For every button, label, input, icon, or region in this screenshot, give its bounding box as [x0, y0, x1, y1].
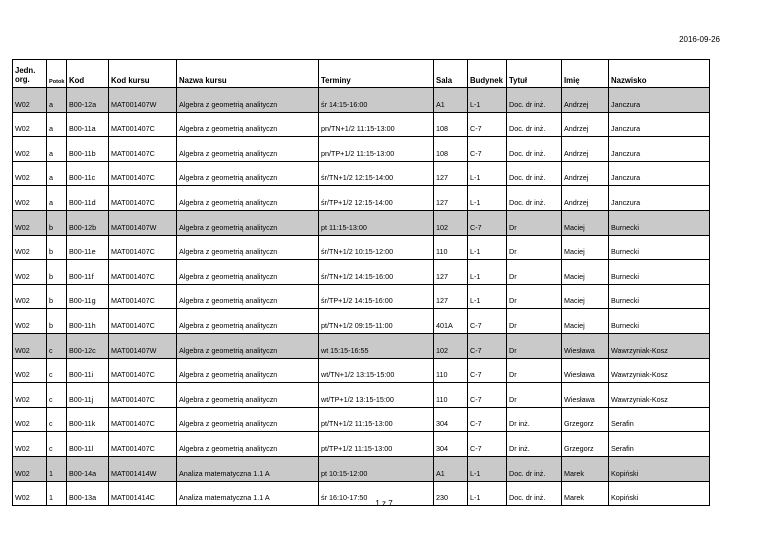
cell-nazwa-kursu: Algebra z geometrią analityczn — [177, 186, 319, 211]
cell-nazwa-kursu: Analiza matematyczna 1.1 A — [177, 456, 319, 481]
header-nazwa-kursu: Nazwa kursu — [177, 60, 319, 88]
cell-jedn-org: W02 — [13, 235, 47, 260]
cell-terminy: pt/TP+1/2 11:15-13:00 — [319, 432, 434, 457]
cell-kod: B00-12b — [67, 210, 109, 235]
table-row — [13, 88, 710, 113]
cell-kod: B00-11g — [67, 284, 109, 309]
cell-potok: a — [47, 137, 67, 162]
cell-sala: 304 — [434, 432, 468, 457]
table-row — [13, 260, 710, 285]
table-header-row — [13, 60, 710, 88]
cell-nazwa-kursu: Algebra z geometrią analityczn — [177, 210, 319, 235]
header-sala: Sala — [434, 60, 468, 88]
cell-nazwisko: Serafin — [609, 432, 710, 457]
header-budynek: Budynek — [468, 60, 507, 88]
cell-terminy: śr 14:15-16:00 — [319, 88, 434, 113]
cell-tytul: Doc. dr inż. — [507, 137, 562, 162]
cell-tytul: Dr — [507, 358, 562, 383]
cell-imie: Grzegorz — [562, 432, 609, 457]
table-row — [13, 112, 710, 137]
cell-kod: B00-11l — [67, 432, 109, 457]
cell-nazwa-kursu: Algebra z geometrią analityczn — [177, 383, 319, 408]
cell-terminy: śr/TP+1/2 14:15-16:00 — [319, 284, 434, 309]
cell-imie: Maciej — [562, 309, 609, 334]
cell-terminy: wt/TN+1/2 13:15-15:00 — [319, 358, 434, 383]
cell-tytul: Dr — [507, 235, 562, 260]
header-kod-kursu: Kod kursu — [109, 60, 177, 88]
cell-sala: A1 — [434, 88, 468, 113]
cell-tytul: Dr — [507, 284, 562, 309]
cell-jedn-org: W02 — [13, 210, 47, 235]
cell-kod-kursu: MAT001407C — [109, 235, 177, 260]
cell-imie: Maciej — [562, 235, 609, 260]
cell-kod: B00-11f — [67, 260, 109, 285]
header-nazwisko: Nazwisko — [609, 60, 710, 88]
cell-sala: 108 — [434, 137, 468, 162]
cell-tytul: Doc. dr inż. — [507, 456, 562, 481]
cell-kod: B00-11e — [67, 235, 109, 260]
cell-kod: B00-12c — [67, 333, 109, 358]
cell-tytul: Doc. dr inż. — [507, 186, 562, 211]
cell-budynek: C-7 — [468, 432, 507, 457]
cell-kod: B00-11j — [67, 383, 109, 408]
cell-imie: Grzegorz — [562, 407, 609, 432]
cell-kod: B00-11a — [67, 112, 109, 137]
table-row — [13, 333, 710, 358]
cell-sala: 102 — [434, 333, 468, 358]
cell-kod-kursu: MAT001414W — [109, 456, 177, 481]
cell-nazwa-kursu: Algebra z geometrią analityczn — [177, 358, 319, 383]
cell-nazwa-kursu: Algebra z geometrią analityczn — [177, 407, 319, 432]
cell-nazwisko: Wawrzyniak-Kosz — [609, 383, 710, 408]
cell-potok: a — [47, 186, 67, 211]
cell-kod-kursu: MAT001407C — [109, 186, 177, 211]
cell-imie: Maciej — [562, 260, 609, 285]
cell-nazwa-kursu: Algebra z geometrią analityczn — [177, 260, 319, 285]
cell-nazwisko: Janczura — [609, 161, 710, 186]
header-potok: Potok — [47, 60, 67, 88]
table-row — [13, 235, 710, 260]
cell-jedn-org: W02 — [13, 260, 47, 285]
cell-kod: B00-12a — [67, 88, 109, 113]
cell-jedn-org: W02 — [13, 481, 47, 506]
cell-kod-kursu: MAT001407C — [109, 137, 177, 162]
cell-kod-kursu: MAT001407C — [109, 284, 177, 309]
cell-budynek: C-7 — [468, 112, 507, 137]
cell-nazwisko: Burnecki — [609, 309, 710, 334]
table-row — [13, 186, 710, 211]
table-row — [13, 161, 710, 186]
cell-imie: Andrzej — [562, 186, 609, 211]
cell-nazwisko: Burnecki — [609, 284, 710, 309]
cell-jedn-org: W02 — [13, 309, 47, 334]
cell-potok: b — [47, 309, 67, 334]
table-row — [13, 309, 710, 334]
cell-budynek: C-7 — [468, 309, 507, 334]
cell-kod-kursu: MAT001407C — [109, 407, 177, 432]
cell-budynek: L-1 — [468, 284, 507, 309]
cell-terminy: śr/TN+1/2 10:15-12:00 — [319, 235, 434, 260]
header-tytul: Tytuł — [507, 60, 562, 88]
cell-budynek: L-1 — [468, 235, 507, 260]
course-schedule-table — [12, 59, 710, 506]
cell-terminy: śr 16:10-17:50 — [319, 481, 434, 506]
cell-nazwisko: Janczura — [609, 137, 710, 162]
header-terminy: Terminy — [319, 60, 434, 88]
cell-sala: 401A — [434, 309, 468, 334]
cell-tytul: Doc. dr inż. — [507, 88, 562, 113]
cell-tytul: Dr inż. — [507, 407, 562, 432]
cell-jedn-org: W02 — [13, 407, 47, 432]
cell-imie: Andrzej — [562, 137, 609, 162]
cell-budynek: L-1 — [468, 186, 507, 211]
cell-imie: Andrzej — [562, 161, 609, 186]
cell-jedn-org: W02 — [13, 284, 47, 309]
cell-potok: b — [47, 210, 67, 235]
cell-imie: Wiesława — [562, 383, 609, 408]
table-row — [13, 407, 710, 432]
cell-kod-kursu: MAT001407W — [109, 333, 177, 358]
cell-terminy: pt 10:15-12:00 — [319, 456, 434, 481]
cell-kod: B00-11c — [67, 161, 109, 186]
table-row — [13, 383, 710, 408]
cell-budynek: C-7 — [468, 358, 507, 383]
cell-potok: c — [47, 383, 67, 408]
cell-terminy: pt/TN+1/2 11:15-13:00 — [319, 407, 434, 432]
cell-nazwa-kursu: Algebra z geometrią analityczn — [177, 161, 319, 186]
cell-jedn-org: W02 — [13, 161, 47, 186]
cell-tytul: Dr — [507, 260, 562, 285]
print-date: 2016-09-26 — [679, 35, 720, 44]
cell-tytul: Dr — [507, 333, 562, 358]
cell-sala: 230 — [434, 481, 468, 506]
cell-sala: 102 — [434, 210, 468, 235]
page-number: 1 z 7 — [375, 499, 393, 508]
cell-nazwa-kursu: Algebra z geometrią analityczn — [177, 235, 319, 260]
cell-nazwisko: Kopiński — [609, 456, 710, 481]
cell-sala: 110 — [434, 383, 468, 408]
cell-budynek: C-7 — [468, 383, 507, 408]
cell-nazwisko: Wawrzyniak-Kosz — [609, 333, 710, 358]
cell-nazwisko: Janczura — [609, 186, 710, 211]
cell-tytul: Dr inż. — [507, 432, 562, 457]
cell-kod: B00-11d — [67, 186, 109, 211]
cell-imie: Wiesława — [562, 333, 609, 358]
cell-kod-kursu: MAT001407C — [109, 432, 177, 457]
cell-imie: Andrzej — [562, 88, 609, 113]
cell-imie: Wiesława — [562, 358, 609, 383]
cell-kod-kursu: MAT001407W — [109, 210, 177, 235]
cell-tytul: Dr — [507, 309, 562, 334]
cell-tytul: Doc. dr inż. — [507, 112, 562, 137]
cell-kod: B00-11i — [67, 358, 109, 383]
cell-potok: a — [47, 88, 67, 113]
cell-nazwa-kursu: Analiza matematyczna 1.1 A — [177, 481, 319, 506]
cell-imie: Maciej — [562, 284, 609, 309]
cell-jedn-org: W02 — [13, 186, 47, 211]
cell-kod-kursu: MAT001407C — [109, 383, 177, 408]
cell-kod-kursu: MAT001407C — [109, 358, 177, 383]
cell-tytul: Dr — [507, 383, 562, 408]
cell-tytul: Dr — [507, 210, 562, 235]
cell-nazwa-kursu: Algebra z geometrią analityczn — [177, 432, 319, 457]
cell-nazwisko: Burnecki — [609, 235, 710, 260]
table-row — [13, 358, 710, 383]
cell-potok: c — [47, 333, 67, 358]
cell-terminy: wt/TP+1/2 13:15-15:00 — [319, 383, 434, 408]
cell-potok: a — [47, 112, 67, 137]
cell-nazwa-kursu: Algebra z geometrią analityczn — [177, 112, 319, 137]
cell-jedn-org: W02 — [13, 456, 47, 481]
cell-nazwa-kursu: Algebra z geometrią analityczn — [177, 309, 319, 334]
cell-sala: 304 — [434, 407, 468, 432]
cell-jedn-org: W02 — [13, 432, 47, 457]
cell-kod-kursu: MAT001407C — [109, 161, 177, 186]
header-kod: Kod — [67, 60, 109, 88]
cell-nazwisko: Janczura — [609, 88, 710, 113]
header-imie: Imię — [562, 60, 609, 88]
header-jedn-org: Jedn. org. — [13, 60, 47, 88]
cell-terminy: pn/TN+1/2 11:15-13:00 — [319, 112, 434, 137]
cell-potok: 1 — [47, 481, 67, 506]
cell-imie: Marek — [562, 481, 609, 506]
cell-tytul: Doc. dr inż. — [507, 161, 562, 186]
table-row — [13, 284, 710, 309]
cell-kod-kursu: MAT001414C — [109, 481, 177, 506]
cell-jedn-org: W02 — [13, 358, 47, 383]
cell-sala: 127 — [434, 260, 468, 285]
cell-sala: 127 — [434, 186, 468, 211]
cell-potok: c — [47, 432, 67, 457]
cell-nazwa-kursu: Algebra z geometrią analityczn — [177, 284, 319, 309]
table-row — [13, 432, 710, 457]
cell-nazwisko: Burnecki — [609, 210, 710, 235]
cell-terminy: pn/TP+1/2 11:15-13:00 — [319, 137, 434, 162]
cell-kod: B00-13a — [67, 481, 109, 506]
cell-sala: A1 — [434, 456, 468, 481]
cell-nazwisko: Serafin — [609, 407, 710, 432]
cell-jedn-org: W02 — [13, 137, 47, 162]
cell-budynek: C-7 — [468, 333, 507, 358]
cell-imie: Maciej — [562, 210, 609, 235]
cell-potok: a — [47, 161, 67, 186]
cell-imie: Marek — [562, 456, 609, 481]
cell-sala: 110 — [434, 235, 468, 260]
cell-potok: c — [47, 407, 67, 432]
cell-budynek: L-1 — [468, 481, 507, 506]
cell-nazwisko: Burnecki — [609, 260, 710, 285]
table-row — [13, 210, 710, 235]
cell-nazwisko: Janczura — [609, 112, 710, 137]
cell-nazwa-kursu: Algebra z geometrią analityczn — [177, 88, 319, 113]
cell-terminy: pt 11:15-13:00 — [319, 210, 434, 235]
cell-nazwa-kursu: Algebra z geometrią analityczn — [177, 333, 319, 358]
cell-jedn-org: W02 — [13, 383, 47, 408]
cell-jedn-org: W02 — [13, 112, 47, 137]
cell-kod: B00-14a — [67, 456, 109, 481]
cell-jedn-org: W02 — [13, 88, 47, 113]
cell-kod-kursu: MAT001407C — [109, 112, 177, 137]
cell-potok: b — [47, 284, 67, 309]
cell-kod: B00-11h — [67, 309, 109, 334]
cell-budynek: C-7 — [468, 137, 507, 162]
cell-sala: 108 — [434, 112, 468, 137]
cell-budynek: C-7 — [468, 407, 507, 432]
cell-nazwisko: Wawrzyniak-Kosz — [609, 358, 710, 383]
cell-nazwisko: Kopiński — [609, 481, 710, 506]
cell-kod: B00-11b — [67, 137, 109, 162]
cell-kod-kursu: MAT001407C — [109, 309, 177, 334]
cell-budynek: L-1 — [468, 456, 507, 481]
cell-jedn-org: W02 — [13, 333, 47, 358]
cell-potok: b — [47, 235, 67, 260]
cell-budynek: L-1 — [468, 260, 507, 285]
table-row — [13, 456, 710, 481]
cell-sala: 127 — [434, 284, 468, 309]
cell-sala: 110 — [434, 358, 468, 383]
cell-terminy: śr/TN+1/2 12:15-14:00 — [319, 161, 434, 186]
cell-terminy: śr/TN+1/2 14:15-16:00 — [319, 260, 434, 285]
cell-potok: 1 — [47, 456, 67, 481]
cell-nazwa-kursu: Algebra z geometrią analityczn — [177, 137, 319, 162]
cell-tytul: Doc. dr inż. — [507, 481, 562, 506]
cell-imie: Andrzej — [562, 112, 609, 137]
table-body — [13, 88, 710, 506]
cell-kod: B00-11k — [67, 407, 109, 432]
cell-kod-kursu: MAT001407W — [109, 88, 177, 113]
cell-budynek: L-1 — [468, 88, 507, 113]
cell-potok: c — [47, 358, 67, 383]
cell-budynek: L-1 — [468, 161, 507, 186]
cell-kod-kursu: MAT001407C — [109, 260, 177, 285]
cell-terminy: wt 15:15-16:55 — [319, 333, 434, 358]
cell-terminy: śr/TP+1/2 12:15-14:00 — [319, 186, 434, 211]
cell-sala: 127 — [434, 161, 468, 186]
cell-budynek: C-7 — [468, 210, 507, 235]
cell-potok: b — [47, 260, 67, 285]
cell-terminy: pt/TN+1/2 09:15-11:00 — [319, 309, 434, 334]
table-row — [13, 137, 710, 162]
